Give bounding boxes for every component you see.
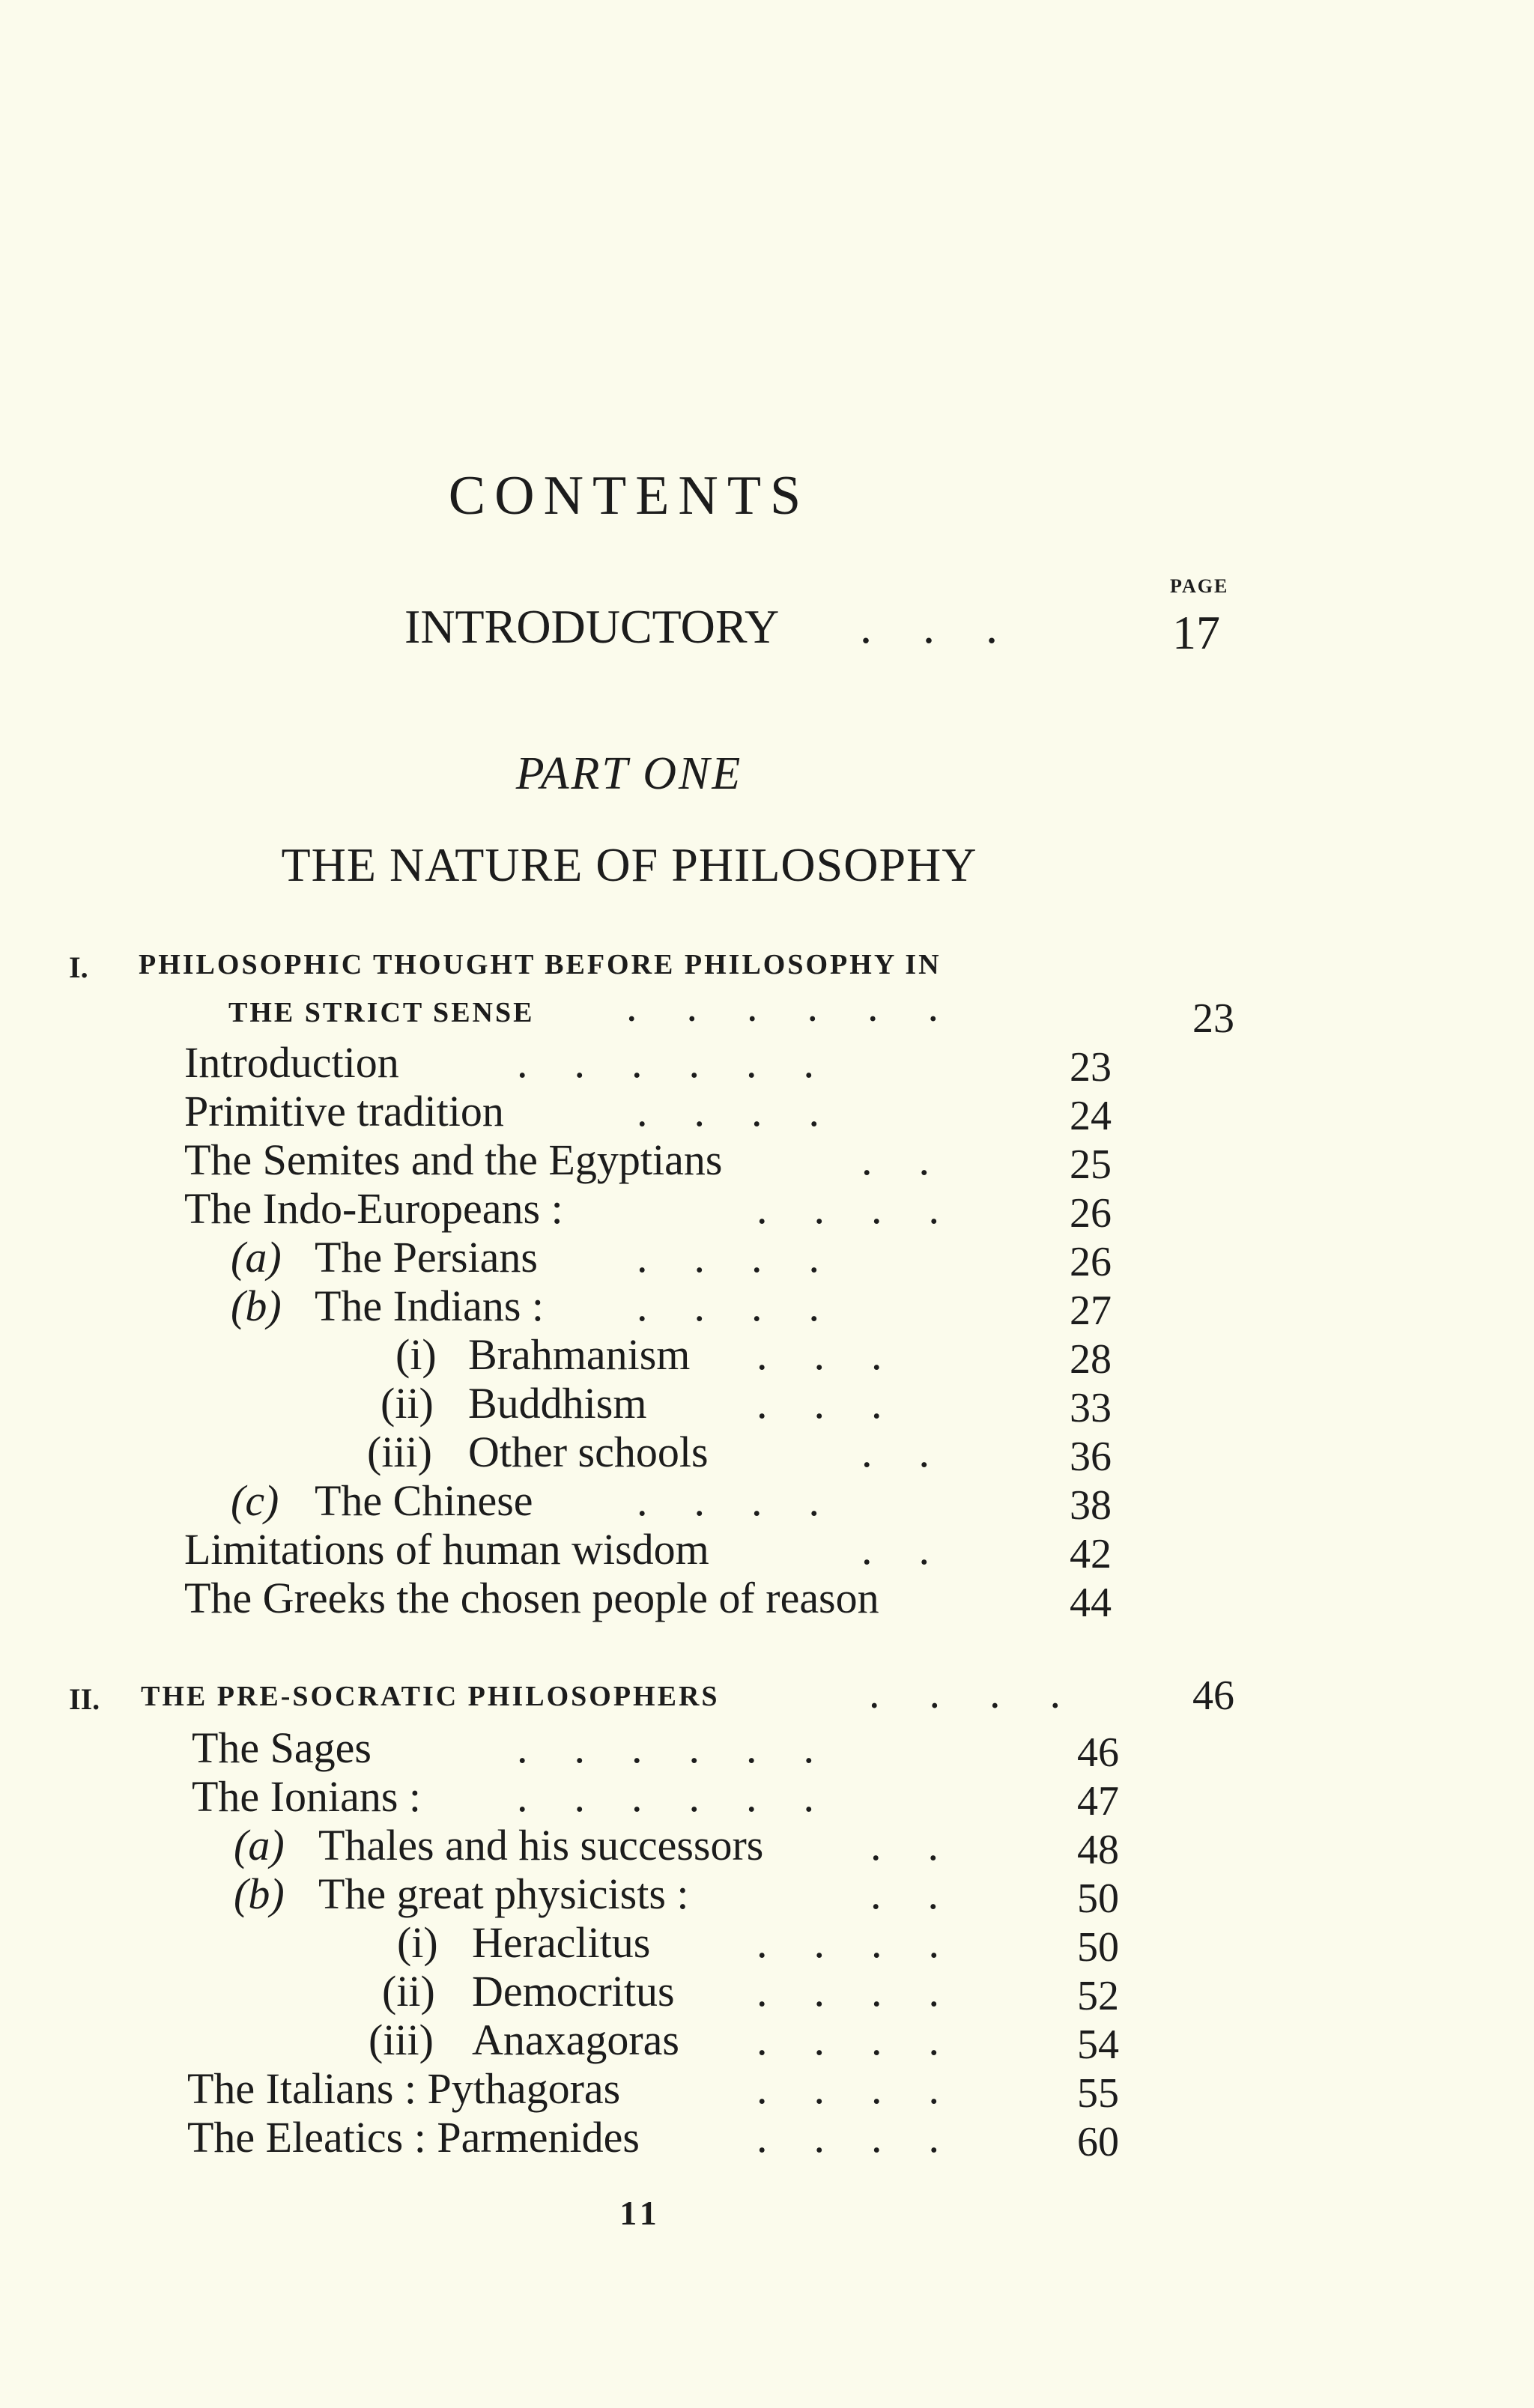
leader-dots: .. <box>870 1869 985 1918</box>
leader-dots: ...... <box>517 1772 861 1821</box>
toc-entry-marker: (i) <box>397 1918 438 1967</box>
toc-entry-marker: (ii) <box>381 1379 434 1428</box>
leader-dots: .. <box>870 1821 985 1869</box>
leader-dots: .... <box>637 1476 866 1525</box>
entry-page: 50 <box>1077 1924 1119 1971</box>
toc-entry-marker <box>231 1281 282 1331</box>
page-column-label: PAGE <box>1170 575 1229 597</box>
leader-dots: .. <box>861 1135 976 1184</box>
leader-dots: .... <box>757 1918 986 1967</box>
entry-page: 24 <box>1070 1093 1112 1139</box>
toc-entry-marker: (i) <box>395 1330 437 1379</box>
toc-entry: The Sages <box>192 1723 372 1772</box>
leader-dots: .... <box>637 1087 866 1135</box>
entry-marker: (c) <box>231 1476 279 1525</box>
entry-page: 23 <box>1070 1044 1112 1091</box>
part-label: PART ONE <box>515 748 743 799</box>
chapter-number: I. <box>69 950 88 984</box>
toc-entry-marker <box>231 1232 282 1282</box>
entry-page: 60 <box>1077 2119 1119 2165</box>
leader-dots: .... <box>757 2113 986 2162</box>
chapter-title-line2: THE STRICT SENSE <box>228 997 535 1028</box>
toc-entry: The Italians : Pythagoras <box>187 2064 621 2113</box>
toc-entry: Other schools <box>468 1428 709 1476</box>
toc-entry: Anaxagoras <box>472 2016 680 2064</box>
toc-entry-marker <box>234 1820 285 1870</box>
leader-dots: .... <box>870 1681 1112 1715</box>
toc-entry-marker: (ii) <box>382 1967 435 2016</box>
toc-entry: The Semites and the Egyptians <box>184 1135 723 1184</box>
entry-page: 38 <box>1070 1482 1112 1529</box>
entry-page: 44 <box>1070 1580 1112 1626</box>
entry-marker: (b) <box>234 1869 285 1918</box>
toc-entry: The Indo-Europeans : <box>184 1184 563 1233</box>
leader-dots: .. <box>861 1428 976 1476</box>
entry-page: 26 <box>1070 1239 1112 1285</box>
contents-heading: CONTENTS <box>448 465 810 527</box>
leader-dots: .... <box>757 1184 986 1233</box>
toc-entry: The Greeks the chosen people of reason <box>184 1574 879 1622</box>
toc-entry: Buddhism <box>468 1379 647 1428</box>
entry-page: 27 <box>1070 1288 1112 1334</box>
toc-entry: The Persians <box>315 1233 538 1282</box>
entry-page: 46 <box>1077 1729 1119 1776</box>
leader-dots: ...... <box>517 1038 861 1087</box>
toc-entry: The Chinese <box>315 1476 533 1525</box>
toc-entry: Primitive tradition <box>184 1087 504 1135</box>
entry-page: 55 <box>1077 2070 1119 2117</box>
chapter-page: 23 <box>1192 995 1234 1042</box>
chapter-number: II. <box>69 1682 100 1716</box>
introductory-title: INTRODUCTORY <box>404 600 780 653</box>
toc-entry: Limitations of human wisdom <box>184 1525 709 1574</box>
entry-marker: (a) <box>231 1233 282 1282</box>
entry-page: 52 <box>1077 1973 1119 2019</box>
leader-dots: ... <box>757 1379 929 1428</box>
leader-dots: .... <box>757 2064 986 2113</box>
toc-entry: Introduction <box>184 1038 399 1087</box>
toc-entry-marker <box>231 1476 279 1526</box>
leader-dots: .... <box>757 1967 986 2016</box>
entry-page: 26 <box>1070 1190 1112 1237</box>
entry-marker: (b) <box>231 1282 282 1330</box>
toc-entry-marker: (iii) <box>369 2016 434 2064</box>
leader-dots: ... <box>860 600 1049 653</box>
part-title: THE NATURE OF PHILOSOPHY <box>281 838 977 891</box>
toc-entry: Democritus <box>472 1967 675 2016</box>
toc-entry: The Eleatics : Parmenides <box>187 2113 640 2162</box>
leader-dots: ...... <box>517 1723 861 1772</box>
entry-page: 28 <box>1070 1336 1112 1383</box>
leader-dots: .... <box>637 1233 866 1282</box>
entry-page: 47 <box>1077 1778 1119 1825</box>
entry-page: 33 <box>1070 1385 1112 1431</box>
leader-dots: ... <box>757 1330 929 1379</box>
page-number: 11 <box>619 2194 661 2232</box>
chapter-title-line1: THE PRE-SOCRATIC PHILOSOPHERS <box>141 1681 720 1712</box>
leader-dots: .... <box>637 1282 866 1330</box>
entry-page: 50 <box>1077 1875 1119 1922</box>
chapter-page: 46 <box>1192 1672 1234 1719</box>
leader-dots: .... <box>757 2016 986 2064</box>
toc-entry-marker: (iii) <box>367 1428 432 1476</box>
toc-entry: Heraclitus <box>472 1918 651 1967</box>
entry-page: 36 <box>1070 1434 1112 1480</box>
toc-entry: The Indians : <box>315 1282 545 1330</box>
entry-marker: (a) <box>234 1821 285 1869</box>
entry-page: 42 <box>1070 1531 1112 1577</box>
entry-page: 25 <box>1070 1141 1112 1188</box>
toc-entry: The Ionians : <box>192 1772 422 1821</box>
entry-page: 48 <box>1077 1827 1119 1873</box>
toc-entry-marker <box>234 1869 285 1919</box>
introductory-page: 17 <box>1172 606 1220 659</box>
leader-dots: ...... <box>628 994 989 1028</box>
leader-dots: .. <box>861 1525 976 1574</box>
entry-page: 54 <box>1077 2022 1119 2068</box>
chapter-title-line1: PHILOSOPHIC THOUGHT BEFORE PHILOSOPHY IN <box>139 949 942 980</box>
toc-entry: Brahmanism <box>468 1330 691 1379</box>
toc-entry: Thales and his successors <box>318 1821 764 1869</box>
toc-entry: The great physicists : <box>318 1869 689 1918</box>
